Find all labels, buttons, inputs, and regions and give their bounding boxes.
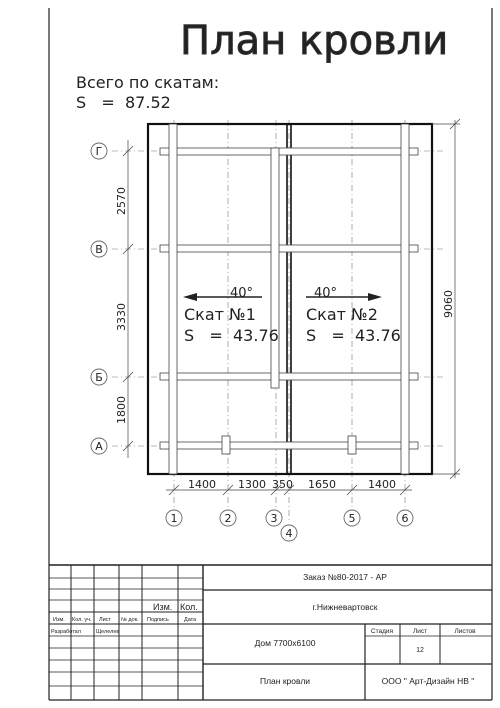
- dim-h-3: 350: [272, 478, 293, 491]
- slope-1-area: S = 43.76: [184, 326, 279, 345]
- axis-bubble-3: [266, 510, 282, 526]
- tb-sheet-name: План кровли: [259, 676, 311, 686]
- slope-1-angle: 40°: [230, 286, 254, 301]
- drawing-title: План кровли: [180, 18, 449, 64]
- svg-text:4: 4: [285, 527, 293, 540]
- dim-v-3: 1800: [115, 396, 128, 424]
- tb-hdr-izm: Изм.: [53, 617, 65, 623]
- axis-bubble-1: [166, 510, 182, 526]
- tb-sheet-number: 12: [416, 647, 424, 654]
- dim-v-1: 2570: [115, 187, 128, 215]
- slope-2-angle: 40°: [314, 286, 338, 301]
- axis-bubble-6: [397, 510, 413, 526]
- svg-text:1: 1: [170, 512, 178, 525]
- slope-1-name: Скат №1: [184, 305, 256, 324]
- slope-1-arrowhead: [183, 293, 197, 301]
- tb-kol-big: Кол.: [180, 602, 198, 612]
- tb-col-sheet: Лист: [412, 628, 428, 635]
- tb-hdr-data: Дата: [184, 617, 197, 623]
- tb-house: Дом 7700х6100: [254, 638, 316, 648]
- axis-bubble-2: [220, 510, 236, 526]
- tb-col-stage: Стадия: [370, 628, 394, 635]
- slope-1: [183, 286, 279, 345]
- tb-hdr-ndok: № док.: [121, 617, 139, 623]
- axis-bubble-5: [344, 510, 360, 526]
- dim-h-5: 1400: [368, 478, 396, 491]
- tb-city: г.Нижневартовск: [312, 602, 378, 612]
- tb-hdr-podpis: Подпись: [147, 617, 169, 623]
- dim-h-2: 1300: [238, 478, 266, 491]
- dim-h-4: 1650: [308, 478, 336, 491]
- axis-bubble-В: [91, 241, 107, 257]
- axis-bubble-Г: [91, 143, 107, 159]
- svg-text:Б: Б: [95, 371, 103, 384]
- svg-text:А: А: [95, 440, 103, 453]
- tb-role-dev: Разработал: [51, 629, 81, 635]
- tb-order: Заказ №80-2017 - АР: [303, 572, 387, 582]
- svg-text:В: В: [95, 243, 103, 256]
- dim-overall: 9060: [442, 290, 455, 318]
- slope-2-arrowhead: [368, 293, 382, 301]
- tb-hdr-list: Лист: [99, 617, 111, 623]
- slope-2-area: S = 43.76: [306, 326, 401, 345]
- slope-2: [306, 286, 401, 345]
- slope-2-name: Скат №2: [306, 305, 378, 324]
- axis-bubble-Б: [91, 369, 107, 385]
- svg-text:6: 6: [401, 512, 409, 525]
- svg-text:3: 3: [270, 512, 278, 525]
- svg-text:2: 2: [224, 512, 232, 525]
- dim-h-1: 1400: [188, 478, 216, 491]
- tb-hdr-koluch: Кол. уч.: [72, 617, 92, 623]
- dim-v-2: 3330: [115, 303, 128, 331]
- svg-text:Г: Г: [95, 145, 103, 158]
- svg-text:5: 5: [348, 512, 356, 525]
- tb-col-sheets: Листов: [454, 628, 476, 635]
- total-area-value: S = 87.52: [76, 93, 171, 112]
- total-area-label: Всего по скатам:: [76, 73, 220, 92]
- tb-izm-big: Изм.: [153, 602, 173, 612]
- axis-bubble-4: [281, 525, 297, 541]
- tb-dev-name: Щелелев: [96, 629, 120, 635]
- tb-company: ООО " Арт-Дизайн НВ ": [381, 676, 475, 686]
- axis-bubble-А: [91, 438, 107, 454]
